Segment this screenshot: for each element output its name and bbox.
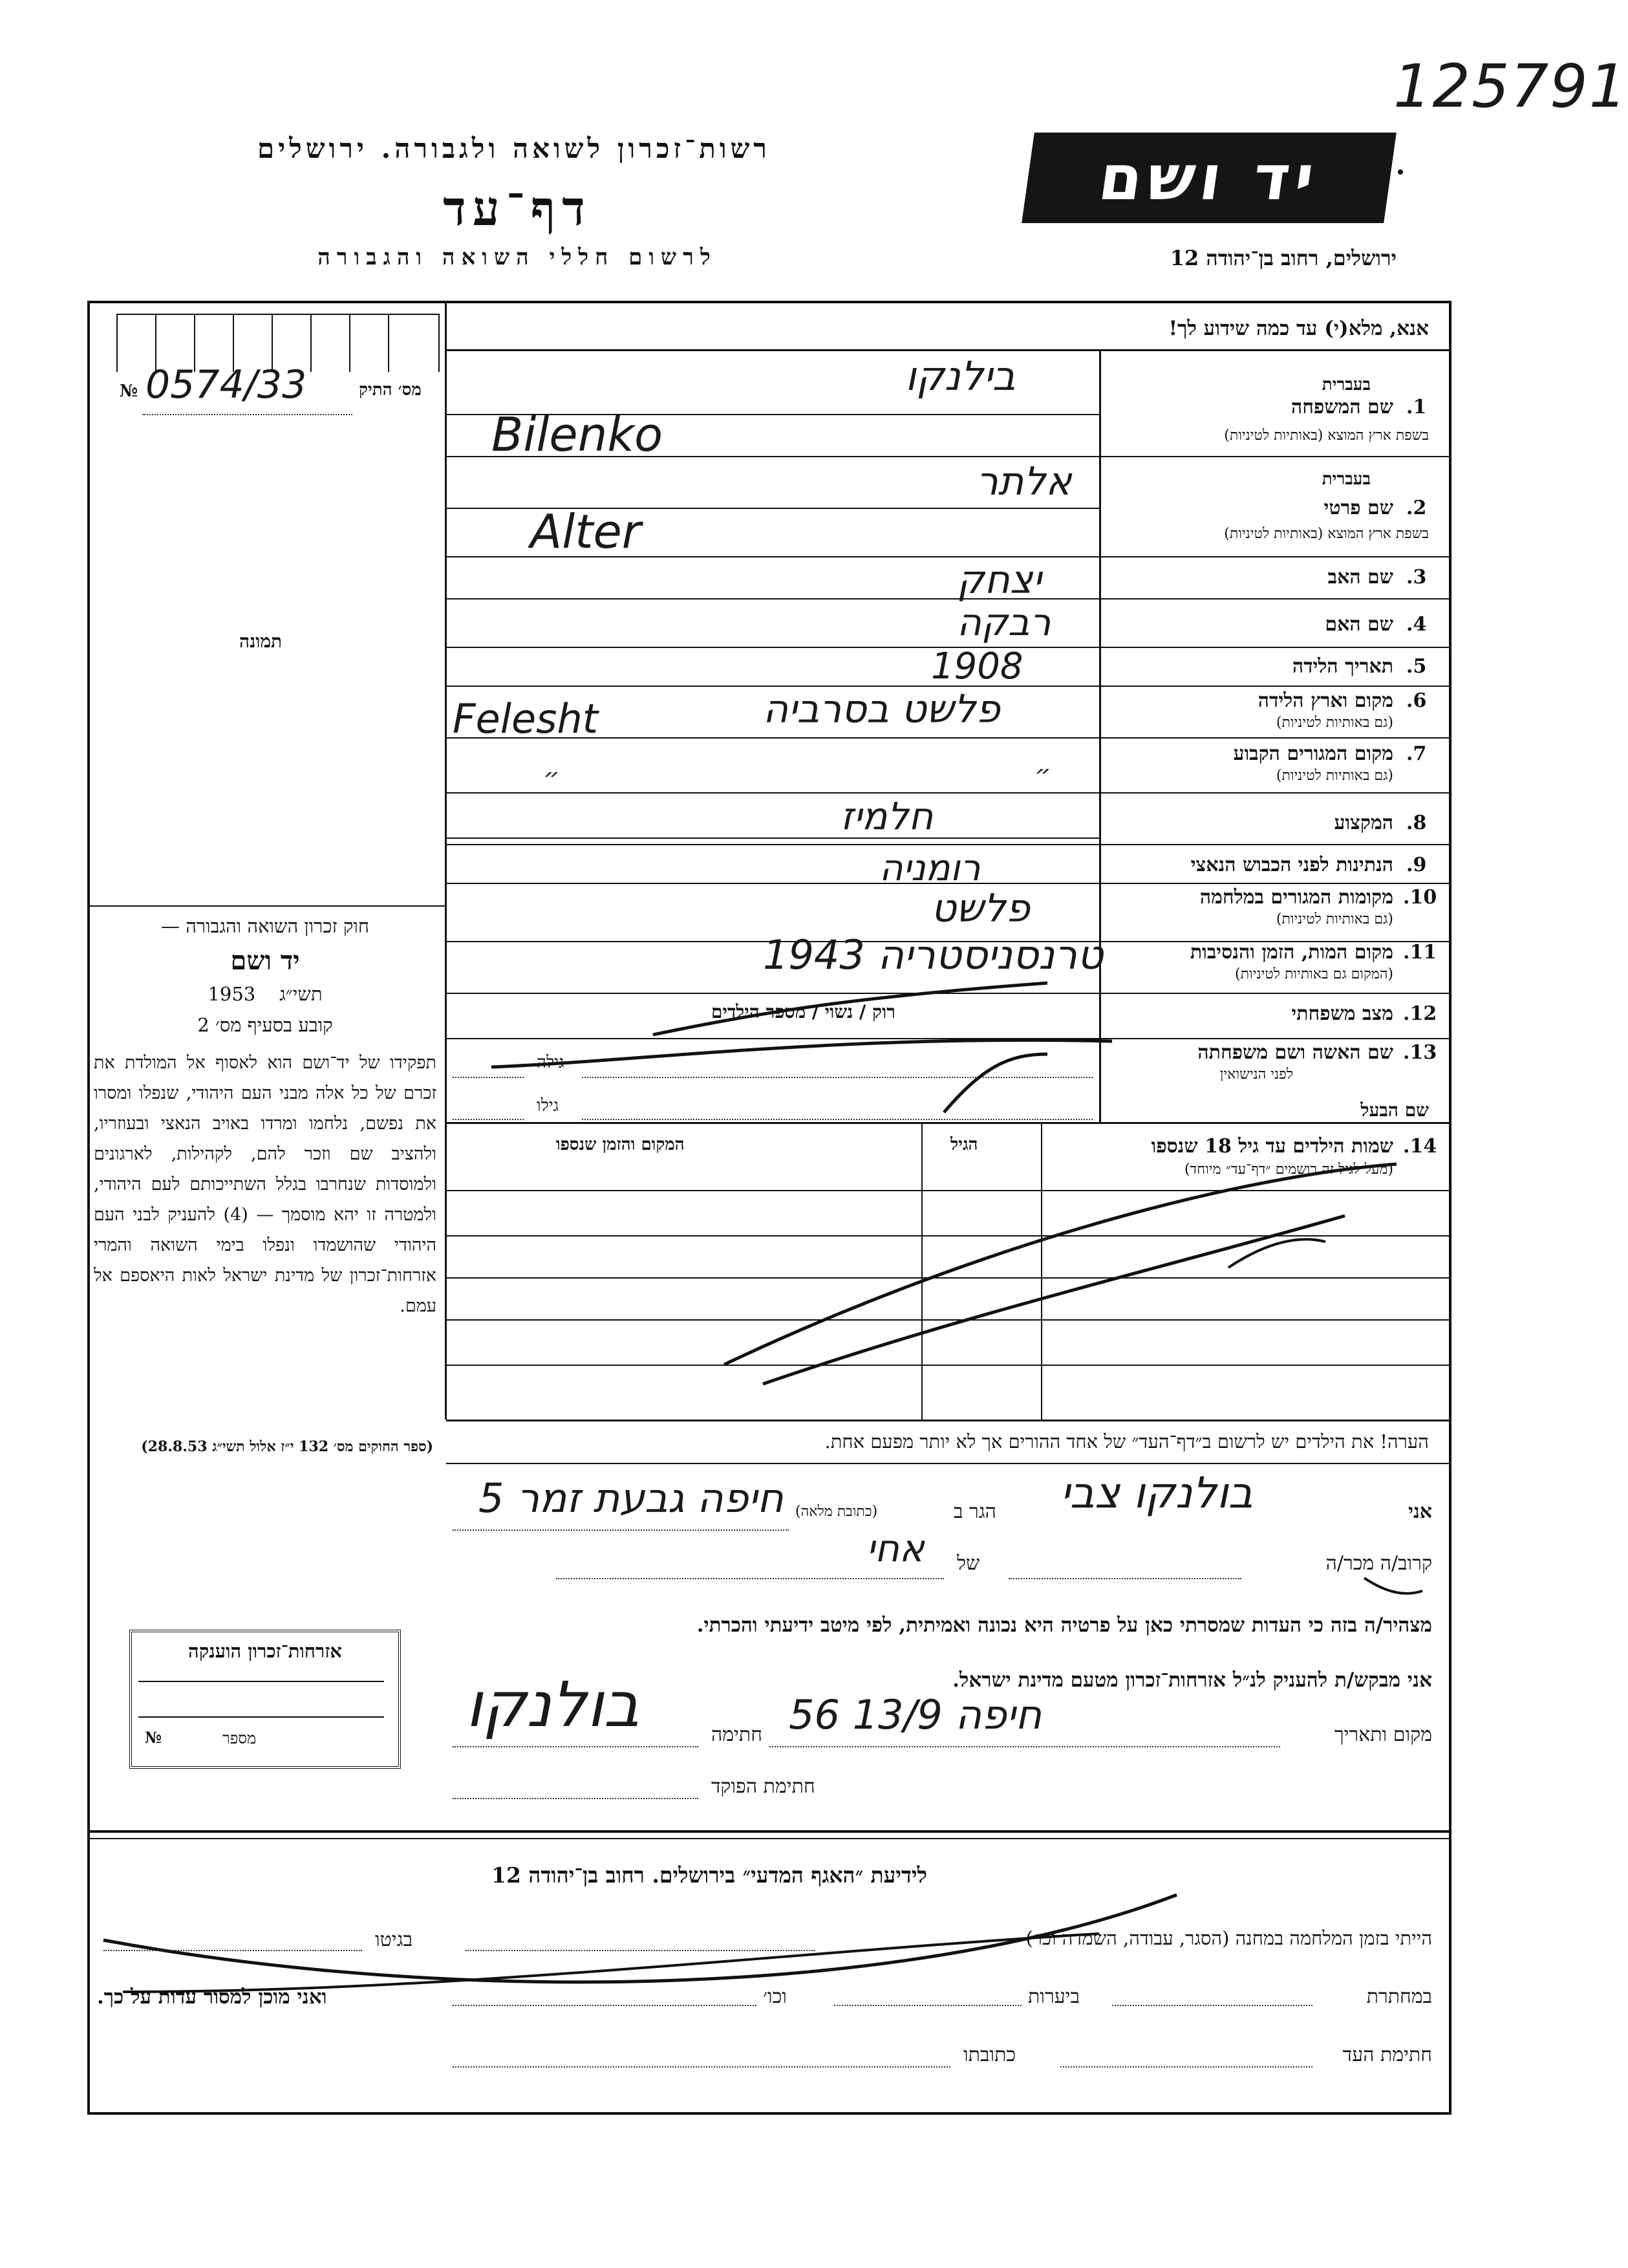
law-text: תפקידו של יד־ושם הוא לאסוף אל המולדת את זכרם של כל אלה מבני העם היהודי, שנפלו ומסרו את נפשם, נלחמו ומרדו באויב הנאצי ובעוזריו, ולהציב שם וזכר להם, לקהילות, לארגונים ולמוסדות שנחרבו בגלל השתייכותם לעם היהודי, ולמטרה זו יהא מוסמך — (4) להעניק לבני העם היהודי שהושמדו ונפלו בימי השואה והמרי אזרחות־זכרון של מדינת ישראל לאות היאספם אל עמם. xyxy=(94,1053,436,1316)
field-9-label: הנתינות לפני הכבוש הנאצי xyxy=(1190,854,1393,876)
husband-label: שם הבעל xyxy=(1360,1099,1429,1121)
field-13-age-label: גילה xyxy=(537,1053,564,1072)
field-14-label: שמות הילדים עד גיל 18 שנספו xyxy=(1151,1135,1393,1158)
field-6-sublabel: (גם באותיות לטיניות) xyxy=(1276,715,1393,731)
field-12-options[interactable]: רוק / נשוי / מספר הילדים xyxy=(711,1001,895,1022)
law-title: חוק זכרון השואה והגבורה — xyxy=(160,915,369,937)
forests-line xyxy=(834,2005,1022,2006)
field-1-value-hebrew[interactable]: בילנקו xyxy=(905,352,1016,400)
field-2-num: 2. xyxy=(1406,497,1427,519)
field-13-sublabel: לפני הנישואין xyxy=(1219,1066,1293,1083)
field-3-num: 3. xyxy=(1406,566,1427,589)
field-7-num: 7. xyxy=(1406,742,1427,765)
stamp-box-number-prefix: № xyxy=(145,1728,162,1747)
address-line xyxy=(453,1529,789,1531)
field-6-value-hebrew[interactable]: פלשט בסרביה xyxy=(763,687,1000,732)
field-13-num: 13. xyxy=(1403,1041,1437,1064)
field-2-hebrew-label: בעברית xyxy=(1322,470,1371,489)
form-intro: אנא, מלא(י) עד כמה שידוע לך! xyxy=(1168,317,1429,340)
declaration-relative-label: קרוב/ה מכר/ה xyxy=(1325,1552,1432,1575)
field-4-value[interactable]: רבקה xyxy=(957,600,1051,644)
field-7-ditto-2[interactable]: ״ xyxy=(543,763,560,793)
declaration-of-label: של xyxy=(957,1552,980,1575)
law-name: יד ושם xyxy=(230,945,300,976)
ghetto-line xyxy=(103,1950,362,1951)
declaration-address[interactable]: חיפה גבעת זמר 5 xyxy=(478,1474,784,1522)
field-2-sublabel: בשפת ארץ המוצא (באותיות לטיניות) xyxy=(1224,526,1429,542)
footer-forests-label: ביערות xyxy=(1028,1985,1080,2008)
declaration-statement: מצהיר/ה בזה כי העדות שמסרתי כאן על פרטיה היא נכונה ואמיתית, לפי מיטב ידיעתי והכרתי. xyxy=(696,1614,1432,1637)
declaration-resident-label: הגר ב xyxy=(954,1500,996,1523)
declaration-request: אני מבקש/ת להעניק לנ״ל אזרחות־זכרון מטעם מדינת ישראל. xyxy=(952,1669,1432,1692)
field-12-label: מצב משפחתי xyxy=(1291,1002,1393,1025)
law-year: 1953 xyxy=(208,983,256,1005)
field-5-num: 5. xyxy=(1406,655,1427,678)
archive-number: 125791 xyxy=(1393,52,1628,121)
signature-value[interactable]: בולנקו xyxy=(466,1669,639,1741)
signature-label: חתימה xyxy=(711,1723,762,1746)
field-7-sublabel: (גם באותיות לטיניות) xyxy=(1276,768,1393,784)
place-date-line xyxy=(769,1746,1280,1747)
field-7-ditto-1[interactable]: ״ xyxy=(1034,760,1051,790)
footer-ghetto-label: בגיטו xyxy=(375,1928,413,1951)
field-10-label: מקומות המגורים במלחמה xyxy=(1199,886,1393,909)
law-year-row xyxy=(97,983,433,1006)
field-1-num: 1. xyxy=(1406,396,1427,418)
note-divider xyxy=(446,1463,1451,1464)
place-date-label: מקום ותאריך xyxy=(1334,1723,1432,1746)
footer-willing-label: ואני מוכן למסור עדות על כך. xyxy=(97,1985,327,2009)
field-11-value[interactable]: טרנסניסטריה 1943 xyxy=(763,931,1104,978)
field-9-num: 9. xyxy=(1406,854,1427,876)
field-4-label: שם האם xyxy=(1325,613,1393,636)
children-col-age: הגיל xyxy=(950,1135,978,1154)
declaration-full-address: (כתובת מלאה) xyxy=(795,1504,878,1520)
field-6-value-latin[interactable]: Felesht xyxy=(453,695,599,742)
field-10-num: 10. xyxy=(1403,886,1437,909)
field-7-label: מקום המגורים הקבוע xyxy=(1233,742,1393,765)
field-14-num: 14. xyxy=(1403,1135,1437,1158)
form-note: הערה! את הילדים יש לרשום ב״דף־העד״ של אחד ההורים אך לא יותר מפעם אחת. xyxy=(824,1431,1429,1453)
field-10-sublabel: (גם באותיות לטיניות) xyxy=(1276,911,1393,927)
field-13-label: שם האשה ושם משפחתה xyxy=(1197,1041,1393,1064)
field-2-value-hebrew[interactable]: אלתר xyxy=(976,459,1072,504)
field-6-num: 6. xyxy=(1406,689,1427,712)
declaration-relation[interactable]: אחי xyxy=(866,1526,925,1570)
form-title: דף־עד xyxy=(443,181,592,237)
signature-line xyxy=(453,1746,698,1747)
stamp-box-number-label: מספר xyxy=(222,1729,257,1747)
footer-title: לידיעת ״האגף המדעי״ בירושלים. רחוב בן־יהודה 12 xyxy=(491,1863,927,1888)
camp-line xyxy=(466,1950,815,1951)
logo-text: יד ושם xyxy=(1094,142,1324,214)
field-14-sublabel: (מעל לגיל זה רושמים ״דף־עד״ מיוחד) xyxy=(1184,1161,1393,1178)
citizenship-stamp-box xyxy=(129,1630,401,1769)
witness-address-line xyxy=(453,2066,950,2068)
field-5-value[interactable]: 1908 xyxy=(931,645,1023,687)
underground-line xyxy=(1112,2005,1312,2006)
official-signature-line xyxy=(453,1798,698,1799)
footer-underground-label: במחתרת xyxy=(1366,1985,1432,2008)
field-8-value[interactable]: חלמיז xyxy=(841,794,934,838)
official-signature-label: חתימת הפוקד xyxy=(711,1775,815,1798)
field-2-label: שם פרטי xyxy=(1323,497,1393,519)
field-12-num: 12. xyxy=(1403,1002,1437,1025)
law-hebrew-year: תשי״ג xyxy=(279,983,323,1005)
field-11-label: מקום המות, הזמן והנסיבות xyxy=(1190,941,1393,964)
field-4-num: 4. xyxy=(1406,613,1427,636)
footer-etc-label: וכו׳ xyxy=(763,1985,787,2008)
children-col-place: המקום והזמן שנספו xyxy=(556,1135,685,1154)
footer-witness-label: חתימת העד xyxy=(1342,2044,1432,2066)
form-subtitle: לרשום חללי השואה והגבורה xyxy=(317,244,717,270)
address: ירושלים, רחוב בן־יהודה 12 xyxy=(1170,246,1397,270)
authority-name: רשות־זכרון לשואה ולגבורה. ירושלים xyxy=(257,133,771,164)
husband-age-label: גילו xyxy=(537,1096,559,1116)
field-8-num: 8. xyxy=(1406,812,1427,834)
of-line xyxy=(556,1578,944,1579)
field-3-value[interactable]: יצחק xyxy=(957,557,1042,603)
declaration-name[interactable]: בולנקו צבי xyxy=(1060,1468,1253,1518)
witness-signature-line xyxy=(1060,2066,1312,2068)
file-number-value[interactable]: 0574/33 xyxy=(145,362,307,407)
field-3-label: שם האב xyxy=(1327,566,1393,589)
file-number-prefix: № xyxy=(120,382,138,401)
field-1-sublabel: בשפת ארץ המוצא (באותיות לטיניות) xyxy=(1224,427,1429,444)
sidebar-top-rule xyxy=(87,905,445,907)
field-1-label: שם המשפחה xyxy=(1291,396,1393,418)
stamp-box-title: אזרחות־זכרון הוענקה xyxy=(188,1640,342,1662)
declaration-i-label: אני xyxy=(1408,1500,1432,1523)
field-8-label: המקצוע xyxy=(1334,812,1393,834)
footer-rule-2 xyxy=(87,1838,1451,1839)
law-citation: (ספר החוקים מס׳ 132 י״ז אלול תשי״ג 28.8.53) xyxy=(141,1438,433,1455)
etc-line xyxy=(453,2005,756,2006)
field-5-label: תאריך הלידה xyxy=(1292,655,1393,678)
field-9-value[interactable]: רומניה xyxy=(879,847,981,889)
field-6-label: מקום וארץ הלידה xyxy=(1258,689,1393,712)
file-number-label: מס׳ התיק xyxy=(359,380,422,400)
field-1-hebrew-label: בעברית xyxy=(1322,375,1371,394)
field-2-value-latin[interactable]: Alter xyxy=(530,504,641,559)
field-1-value-latin[interactable]: Bilenko xyxy=(491,407,663,462)
law-section: קובע בסעיף מס׳ 2 xyxy=(197,1014,333,1036)
place-date-value[interactable]: חיפה 13/9 56 xyxy=(789,1691,1042,1738)
footer-camp-line: הייתי בזמן המלחמה במחנה (הסגר, עבודה, השמדה וכו׳) xyxy=(1025,1927,1432,1949)
field-11-num: 11. xyxy=(1403,941,1437,964)
footer-address-label: כתובתו xyxy=(963,2044,1016,2066)
field-10-value[interactable]: פלשט xyxy=(931,886,1030,931)
field-11-sublabel: (המקום גם באותיות לטיניות) xyxy=(1235,966,1393,982)
photo-label: תמונה xyxy=(239,631,283,652)
footer-rule-1 xyxy=(87,1830,1451,1833)
relative-line xyxy=(1009,1578,1241,1579)
